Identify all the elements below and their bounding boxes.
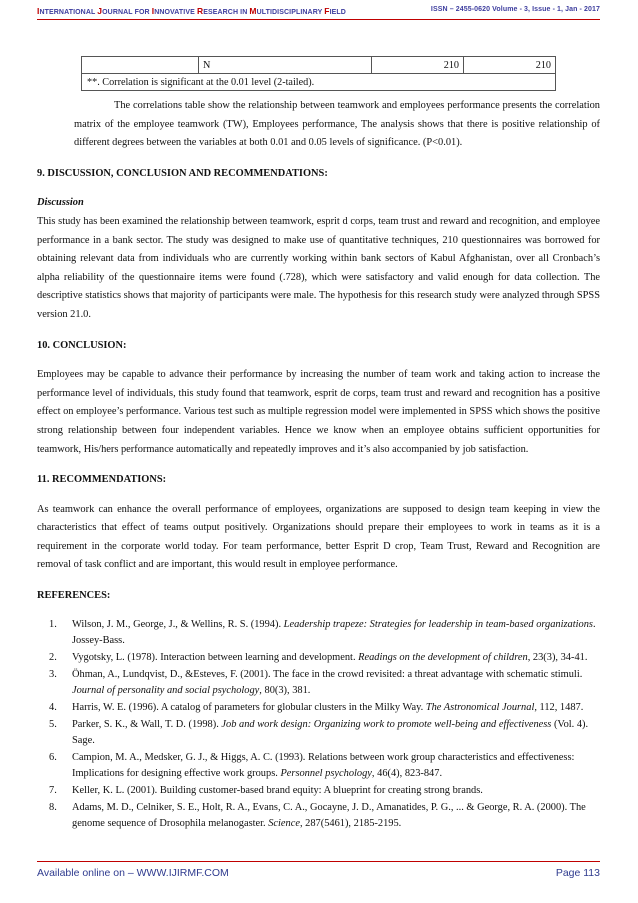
- n-value-cell: 210: [464, 57, 556, 74]
- correlation-paragraph: The correlations table show the relationship between teamwork and employees performance presents the correlation matrix of the employee teamwork (TW), Employees performance, The analysis shows that there is positive relationship of different degrees between the variables at both 0.01 and 0.05 levels of significance. (P<0.01).: [74, 100, 600, 149]
- footer-availability: Available online on – WWW.IJIRMF.COM: [37, 867, 229, 879]
- conclusion-paragraph: Employees may be capable to advance their performance by increasing the number of team work and taking action to increase the performance level of individuals, this study found that teamwork, esprit de corps, team trust and reward and recognition has a positive effect on employee’s performance. Various test such as multiple regression model were implemented in SPSS which shows the positive strong relationship between four independent variables. Hence we know when an employee obtains sufficient opportunities for teamwork, His/hers performance automatically and repeatedly improves and it’s also accompanied by job satisfaction.: [37, 369, 600, 455]
- references-heading: REFERENCES:: [37, 590, 111, 602]
- reference-item: 1. Wilson, J. M., George, J., & Wellins, R. S. (1994). Leadership trapeze: Strategies for leadership in team-based organizations. Jossey-Bass.: [49, 618, 596, 646]
- section-heading: 11. RECOMMENDATIONS:: [37, 474, 167, 486]
- footer-divider: [37, 861, 600, 862]
- journal-title: INTERNATIONAL JOURNAL FOR INNOVATIVE RESEARCH IN MULTIDISCIPLINARY FIELD: [37, 6, 346, 16]
- table-cell-empty: [82, 57, 199, 74]
- discussion-paragraph: This study has been examined the relationship between teamwork, esprit d corps, team trust and reward and recognition, and employee performance in a bank sector. The study was designed to make use of quantitative techniques, 210 questionnaires was borrowed for obtaining relevant data from individuals who are currently working within bank sectors of Kabul Afghanistan, over all Cronbach’s alpha reliability of the questionnaire items were found (.728), which were satisfactory and valid enough for data collection. The descriptive statistics shows that majority of participants were male. The hypothesis for this research study were analyzed through SPSS version 21.0.: [37, 215, 600, 320]
- n-value-cell: 210: [372, 57, 464, 74]
- reference-item: 8. Adams, M. D., Celniker, S. E., Holt, R. A., Evans, C. A., Gocayne, J. D., Amanatides, P. G., ... & George, R. A. (2000). The genome sequence of Drosophila melanogaster. Science, 287(5461), 2185-2195.: [49, 801, 586, 829]
- n-label-cell: N: [199, 57, 372, 74]
- running-header: [37, 5, 600, 20]
- page-number: Page 113: [555, 867, 600, 879]
- issn-info: ISSN – 2455-0620 Volume - 3, Issue - 1, Jan - 2017: [430, 6, 600, 13]
- recommendations-paragraph: As teamwork can enhance the overall performance of employees, organizations are supposed to design team keeping in view the characteristics that effect of teams output positively. Organizations should prepare their employees to work in teams as it is a requirement in the corporate world today. For team performance, better Esprit D crop, Team Trust, Reward and Recognition are removal of task conflict and are important, this would result in employee performance.: [37, 503, 600, 571]
- page-body: [37, 97, 600, 833]
- correlation-table-tail: [81, 56, 556, 91]
- reference-list: [37, 617, 600, 832]
- reference-item: 6. Campion, M. A., Medsker, G. J., & Higgs, A. C. (1993). Relations between work group characteristics and effectiveness: Implications for designing effective work groups. Personnel psychology, 46(4), 823-847.: [49, 751, 575, 779]
- table-row: [82, 57, 556, 74]
- reference-item: 5. Parker, S. K., & Wall, T. D. (1998). Job and work design: Organizing work to promote well-being and effectiveness (Vol. 4). Sage.: [49, 718, 589, 746]
- reference-item: 3. Öhman, A., Lundqvist, D., &Esteves, F. (2001). The face in the crowd revisited: a threat advantage with schematic stimuli. Journal of personality and social psychology, 80(3), 381.: [49, 668, 583, 696]
- table-row: [82, 74, 556, 91]
- reference-item: 4. Harris, W. E. (1996). A catalog of parameters for globular clusters in the Milky Way. The Astronomical Journal, 112, 1487.: [49, 701, 584, 713]
- table-footnote: **. Correlation is significant at the 0.01 level (2-tailed).: [82, 74, 556, 91]
- reference-item: 2. Vygotsky, L. (1978). Interaction between learning and development. Readings on the development of children, 23(3), 34-41.: [49, 651, 588, 663]
- section-heading: 10. CONCLUSION:: [37, 339, 127, 351]
- reference-item: 7. Keller, K. L. (2001). Building customer-based brand equity: A blueprint for creating strong brands.: [49, 784, 483, 796]
- section-heading: 9. DISCUSSION, CONCLUSION AND RECOMMENDATIONS:: [37, 167, 328, 179]
- subsection-heading: Discussion: [37, 197, 84, 209]
